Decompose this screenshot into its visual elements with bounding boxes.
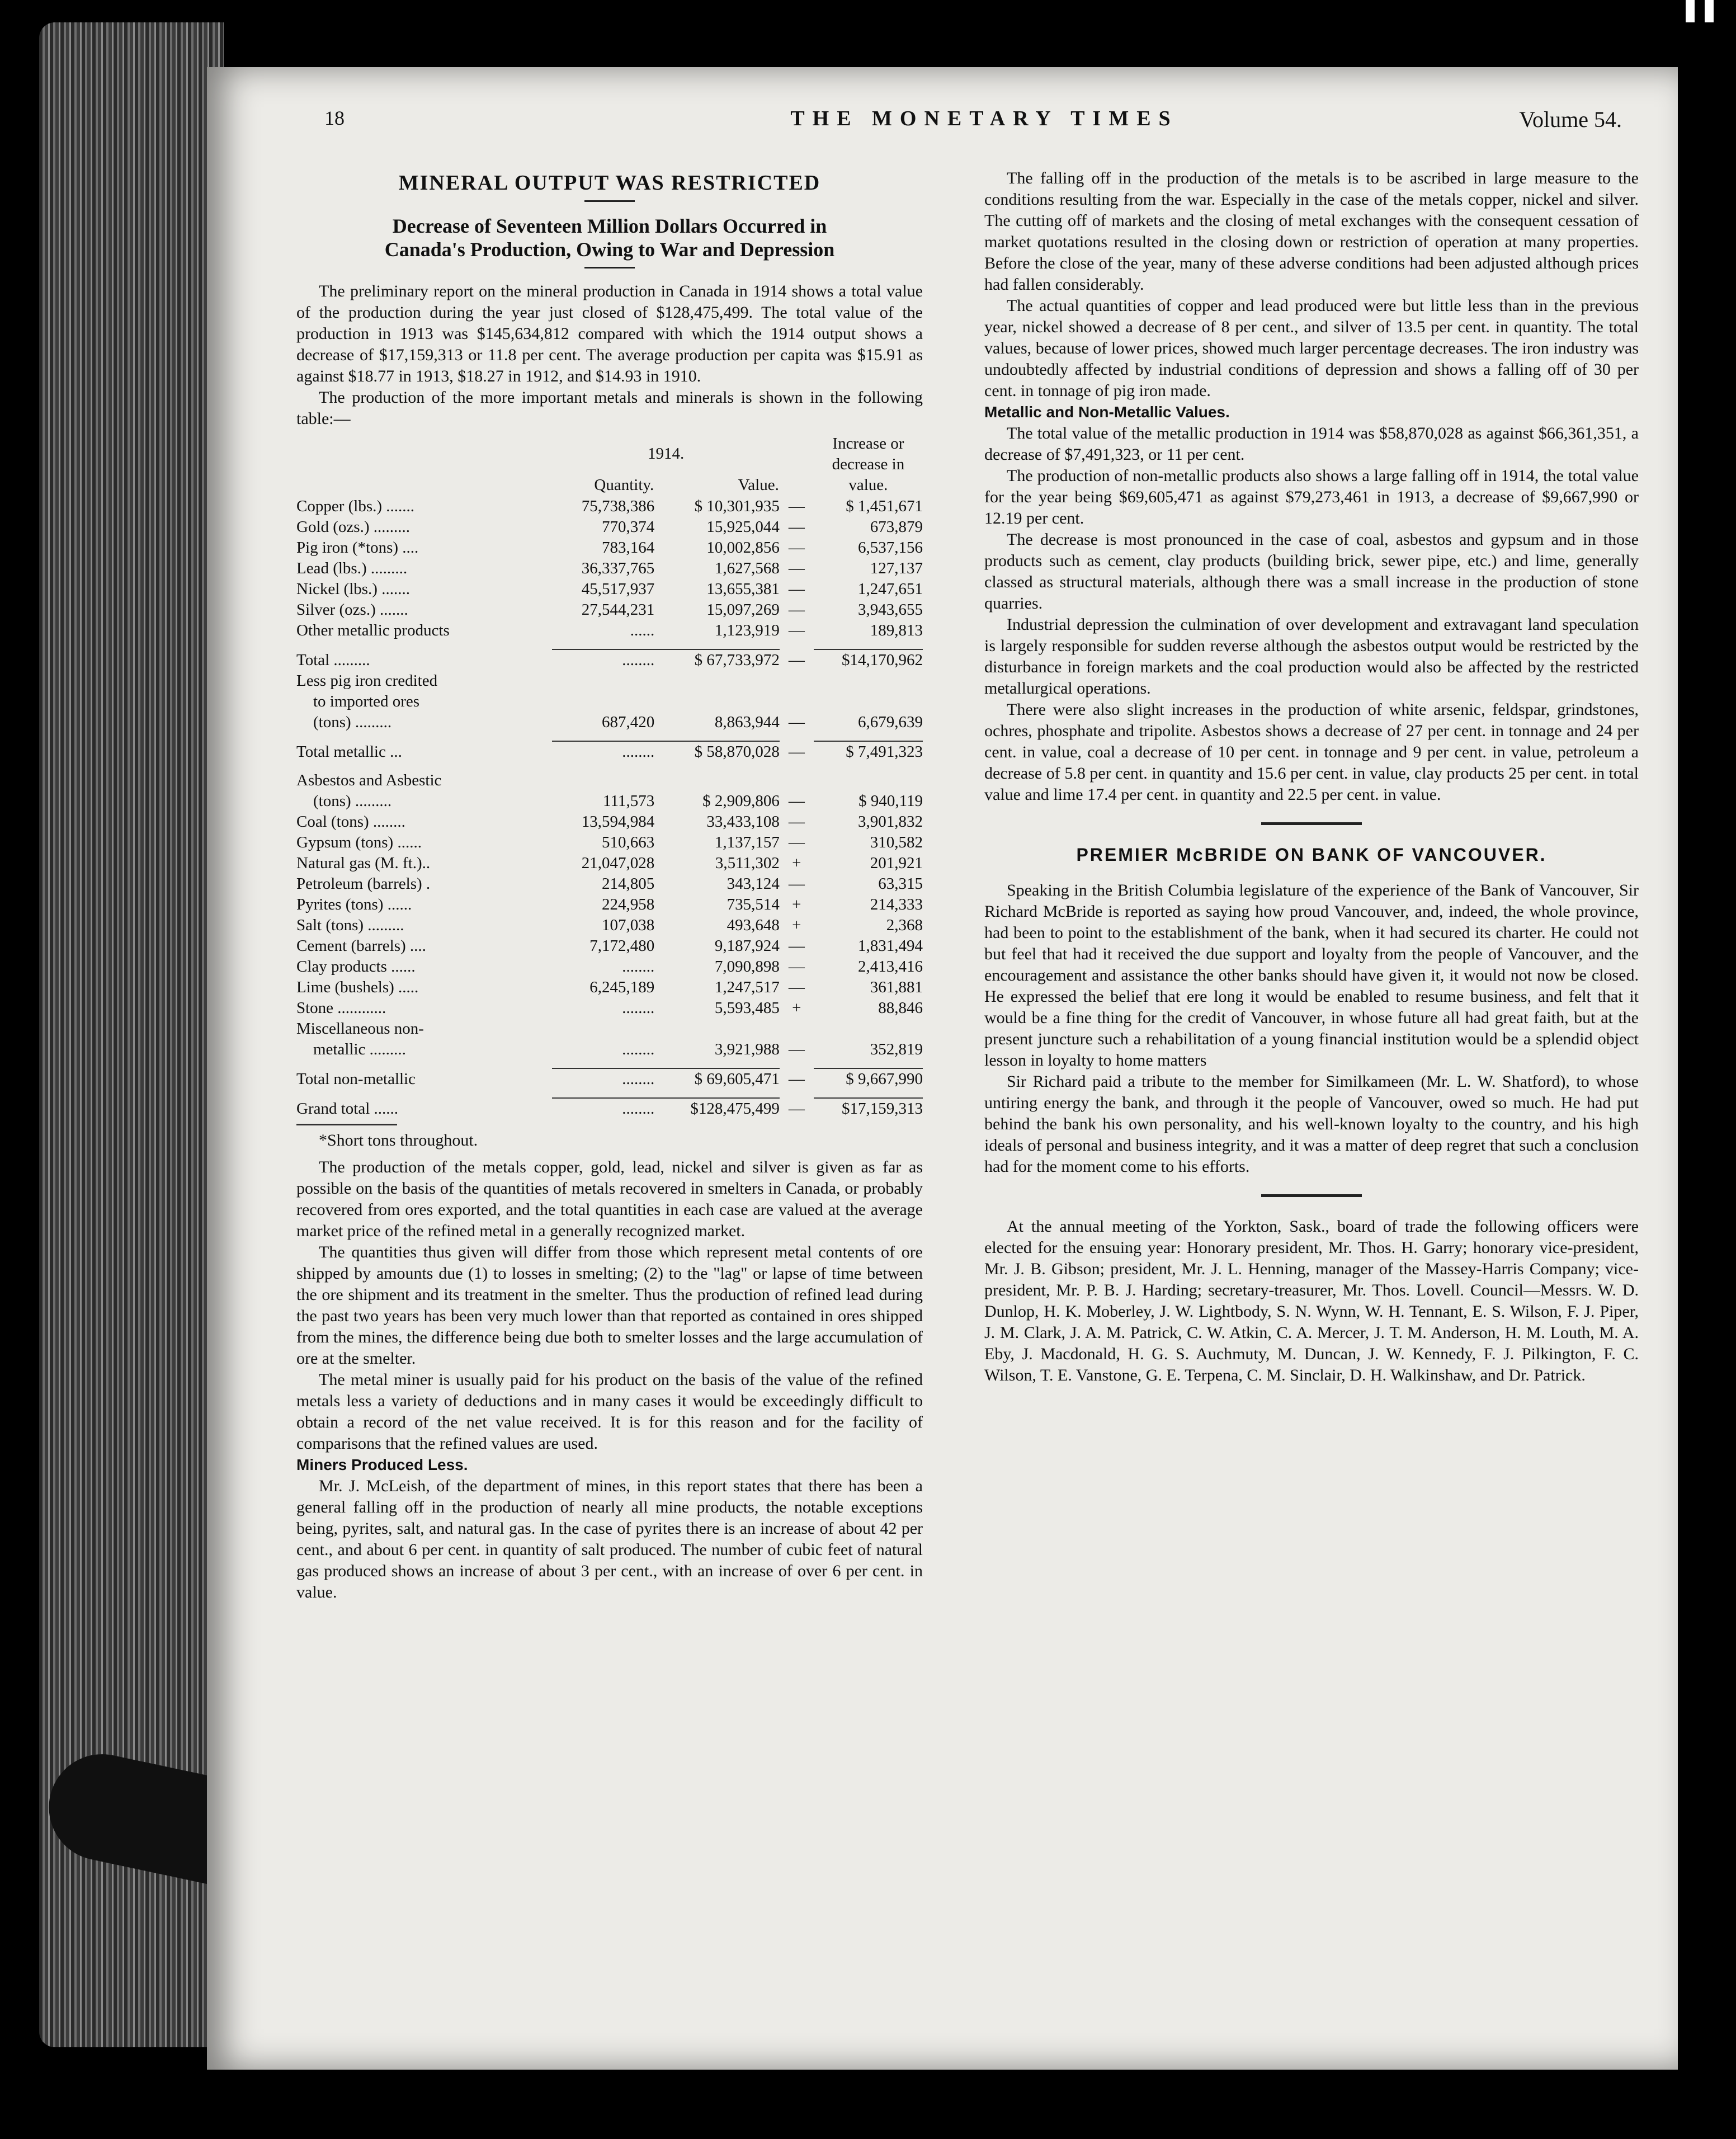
body-paragraph: The decrease is most pronounced in the case of coal, asbestos and gypsum and in those products such as cement, clay products (building brick, sewer pipe, etc.) and lime, generally classed as structural materials, although there was a small increase in the production of stone quarries.: [984, 530, 1639, 613]
row-change: 310,582: [870, 833, 923, 851]
row-change: 673,879: [870, 518, 923, 536]
header-quantity: Quantity.: [594, 476, 654, 494]
subtitle-rule: [584, 267, 635, 268]
table-row: [296, 558, 923, 579]
table-row: [296, 853, 923, 874]
body-paragraph: The production of the metals copper, gold, lead, nickel and silver is given as far as possible on the basis of the quantities of metals recovered in smelters in Canada, or probably recovered from ores exported, and the total quantities in each case are valued at the average market price of the refined metal in a generally recognized market.: [296, 1158, 923, 1240]
subtitle-line: Canada's Production, Owing to War and Depression: [384, 238, 835, 261]
row-value: 13,655,381: [706, 580, 780, 598]
row-change: 3,901,832: [858, 813, 923, 831]
row-quantity: 783,164: [602, 539, 655, 557]
row-name: Total .........: [296, 651, 370, 669]
row-quantity: 36,337,765: [581, 559, 655, 577]
row-quantity: ........: [622, 999, 655, 1017]
row-value: 1,137,157: [714, 833, 780, 851]
page-number: 18: [324, 107, 345, 129]
row-change: 6,537,156: [858, 539, 923, 557]
table-row-less-pig-iron: (tons) ......... 687,420 8,863,944 — 6,679,639: [313, 713, 923, 731]
left-column: [296, 168, 923, 1603]
row-value: 1,123,919: [714, 621, 780, 639]
table-row: [296, 600, 923, 620]
table-row-total-nonmetallic: Total non-metallic ........ $ 69,605,471 — $ 9,667,990: [296, 1068, 923, 1090]
row-sign: —: [788, 539, 805, 557]
row-quantity: 75,738,386: [581, 497, 655, 515]
row-name: Silver (ozs.) .......: [296, 601, 408, 619]
row-quantity: 45,517,937: [581, 580, 655, 598]
footnote-rule: [296, 1124, 397, 1125]
row-value: 3,511,302: [715, 854, 780, 872]
row-quantity: ........: [622, 958, 655, 976]
table-row: [296, 957, 923, 977]
body-paragraph: The falling off in the production of the metals is to be ascribed in large measure to the conditions resulting from the war. Especially in the case of the metals copper, nickel and silver. The cutting off of markets and the closing of metal exchanges with the consequent cessation of market quotations resulted in the closing down or restriction of operation at many properties. Before the close of the year, many of these adverse conditions had been adjusted although prices had fallen considerably.: [984, 169, 1639, 294]
table-row-less-pig-iron: to imported ores: [313, 692, 420, 710]
row-name: Coal (tons) ........: [296, 813, 405, 831]
row-change: 3,943,655: [858, 601, 923, 619]
body-paragraph: At the annual meeting of the Yorkton, Sask., board of trade the following officers were elected for the ensuing year: Honorary president, Mr. Thos. H. Garry; honorary vice-president, Mr. J. B. Gibson; president, Mr. J. L. Henning, manager of the Massey-Harris Company; vice-president, Mr. P. B. J. Harding; secretary-treasurer, Mr. Thos. Lovell. Council—Messrs. W. D. Dunlop, H. K. Moberley, J. W. Lightbody, S. N. Wynn, W. H. Tennant, E. S. Wilson, F. J. Piper, J. M. Clark, J. A. M. Patrick, C. W. Atkin, C. A. Mercer, J. T. M. Anderson, H. M. Louth, M. A. Eby, J. Macdonald, H. G. S. Auchmuty, M. Duncan, J. W. Kennedy, F. J. Pilkington, F. C. Wilson, T. E. Vanstone, G. E. Terpena, C. M. Sinclair, D. H. Walkinshaw, and Dr. Patrick.: [984, 1217, 1639, 1384]
article-separator: [1261, 1194, 1362, 1197]
row-quantity: 224,958: [602, 896, 655, 913]
body-paragraph: Mr. J. McLeish, of the department of mines, in this report states that there has been a general falling off in the production of nearly all mine products, the notable exceptions being, pyrites, salt, and natural gas. In the case of pyrites there is an increase of about 42 per cent., and about 6 per cent. in quantity of salt produced. The number of cubic feet of natural gas produced shows an increase of about 3 per cent., with an increase of over 6 per cent. in value.: [296, 1477, 923, 1601]
table-row: [296, 894, 923, 915]
header-year: 1914.: [647, 444, 685, 463]
table-row: [296, 538, 923, 558]
border-mark: [1705, 0, 1714, 22]
body-paragraph: The production of non-metallic products also shows a large falling off in 1914, the total value for the year being $69,605,471 as against $79,273,461 in 1913, a decrease of $9,667,990 or 12.19 per cent.: [984, 467, 1639, 527]
body-paragraph: Sir Richard paid a tribute to the member for Similkameen (Mr. L. W. Shatford), to whose untiring energy the bank, and through it the people of Vancouver, owed so much. He had put behind the bank his own personality, and his well-known loyalty to the country, and his high ideals of personal and business integrity, and it was a matter of deep regret that such a conclusion had for the moment come to his efforts.: [984, 1072, 1639, 1176]
row-change: 201,921: [870, 854, 923, 872]
table-row: [296, 874, 923, 894]
table-header-row: [296, 433, 923, 465]
table-row-less-pig-iron: Less pig iron credited: [296, 672, 438, 690]
row-quantity: 107,038: [602, 916, 655, 934]
publication-title: THE MONETARY TIMES: [790, 107, 1178, 130]
row-name: Petroleum (barrels) .: [296, 875, 431, 893]
row-name: Other metallic products: [296, 621, 450, 639]
row-change: 88,846: [878, 999, 923, 1017]
row-value: 343,124: [727, 875, 780, 893]
table-row: [296, 496, 923, 517]
row-name: Pig iron (*tons) ....: [296, 539, 419, 557]
scan-border: [1674, 0, 1736, 2139]
row-name: Gypsum (tons) ......: [296, 833, 422, 851]
section-subheading: Metallic and Non-Metallic Values.: [984, 403, 1230, 421]
body-paragraph: There were also slight increases in the production of white arsenic, feldspar, grindstones, ochres, phosphate and tripolite. Asbestos shows a decrease of 27 per cent. in tonnage and 24 per cent. in value, coal a decrease of 10 per cent. in tonnage and 9 per cent. in value, petroleum a decrease of 5.8 per cent. in quantity and 15.6 per cent. in value, clay products 25 per cent. in total value and lime 17.4 per cent. in quantity and 22.5 per cent. in value.: [984, 700, 1639, 804]
row-name: Nickel (lbs.) .......: [296, 580, 410, 598]
row-value: $ 67,733,972: [654, 649, 780, 671]
table-row-total: [296, 649, 923, 671]
row-sign: —: [788, 580, 805, 598]
row-quantity: 7,172,480: [589, 937, 655, 955]
body-paragraph: The quantities thus given will differ from those which represent metal contents of ore shipped by amounts due (1) to losses in smelting; (2) to the "lag" or lapse of time between the ore shipment and its treatment in the smelter. Thus the production of refined lead during the past two years has been very much lower than that reported as contained in ores shipped from the mines, the difference being due both to smelter losses and the large accumulation of ore at the smelter.: [296, 1243, 923, 1368]
row-change: 127,137: [870, 559, 923, 577]
row-quantity: 770,374: [602, 518, 655, 536]
table-row: [296, 812, 923, 832]
table-row-total-metallic: Total metallic ... ........ $ 58,870,028 — $ 7,491,323: [296, 741, 923, 762]
row-sign: —: [788, 937, 805, 955]
row-change: 63,315: [878, 875, 923, 893]
row-quantity: ........: [552, 649, 654, 671]
row-name: Lead (lbs.) .........: [296, 559, 408, 577]
article-subtitle: [296, 214, 923, 261]
row-sign: +: [792, 854, 801, 872]
table-row: [296, 977, 923, 998]
table-intro-paragraph: The production of the more important metals and minerals is shown in the following table:—: [296, 388, 923, 428]
table-row: [296, 915, 923, 936]
row-sign: —: [788, 621, 805, 639]
row-sign: —: [788, 978, 805, 996]
footnote: *Short tons throughout.: [319, 1131, 478, 1149]
subtitle-line: Decrease of Seventeen Million Dollars Occurred in: [392, 215, 827, 237]
row-sign: —: [788, 651, 805, 669]
section-subheading: Miners Produced Less.: [296, 1456, 468, 1473]
table-row: [296, 517, 923, 538]
row-change: 189,813: [870, 621, 923, 639]
mineral-production-table: [296, 433, 923, 1119]
row-quantity: 21,047,028: [581, 854, 655, 872]
table-row-asbestos: Asbestos and Asbestic: [296, 771, 442, 789]
row-name: Lime (bushels) .....: [296, 978, 419, 996]
volume-label: Volume 54.: [1519, 107, 1622, 132]
row-quantity: 6,245,189: [589, 978, 655, 996]
row-sign: +: [792, 999, 801, 1017]
header-value: Value.: [738, 476, 779, 494]
row-change: 2,368: [886, 916, 923, 934]
article-title: PREMIER McBRIDE ON BANK OF VANCOUVER.: [1076, 845, 1547, 865]
table-row: [296, 620, 923, 641]
table-row-grand-total: Grand total ...... ........ $128,475,499 — $17,159,313: [296, 1098, 923, 1119]
row-quantity: 27,544,231: [581, 601, 655, 619]
row-value: 7,090,898: [714, 958, 780, 976]
row-value: 9,187,924: [714, 937, 780, 955]
row-name: Gold (ozs.) .........: [296, 518, 410, 536]
row-change: $14,170,962: [814, 649, 923, 671]
row-value: $ 10,301,935: [694, 497, 780, 515]
row-name: Salt (tons) .........: [296, 916, 404, 934]
row-value: 5,593,485: [714, 999, 780, 1017]
row-value: 1,247,517: [714, 978, 780, 996]
body-paragraph: The actual quantities of copper and lead produced were but little less than in the previous year, nickel showed a decrease of 8 per cent., and silver of 13.5 per cent. in quantity. The total values, because of lower prices, showed much larger percentage decreases. The iron industry was undoubtedly affected by industrial conditions of depression and shows a falling off of 30 per cent. in tonnage of pig iron made.: [984, 296, 1639, 400]
border-mark: [1686, 0, 1695, 22]
body-paragraph: Speaking in the British Columbia legislature of the experience of the Bank of Vancouver, Sir Richard McBride is reported as saying how proud Vancouver, and, indeed, the whole province, had been to point to the establishment of the bank, when it had secured its charter. He could not but feel that had it received the due support and loyalty from the people of Vancouver, and the encouragement and assistance the other banks should have given it, it would not now be closed. He expressed the belief that ere long it would be enabled to resume business, and felt that it would be a fine thing for the credit of Vancouver, in whose future all had great faith, but at the present juncture such a rehabilitation of a young financial institution would be a splendid object lesson in loyalty to home matters: [984, 881, 1639, 1070]
row-sign: —: [788, 601, 805, 619]
row-sign: —: [788, 518, 805, 536]
row-name: Clay products ......: [296, 958, 416, 976]
title-rule: [584, 200, 635, 202]
row-name: Copper (lbs.) .......: [296, 497, 415, 515]
row-sign: —: [788, 497, 805, 515]
magazine-page: [207, 67, 1678, 2070]
row-name: Cement (barrels) ....: [296, 937, 426, 955]
row-name: Natural gas (M. ft.)..: [296, 854, 431, 872]
row-value: 1,627,568: [714, 559, 780, 577]
row-value: 10,002,856: [706, 539, 780, 557]
table-row-miscellaneous: Miscellaneous non-: [296, 1020, 424, 1038]
body-paragraph: The metal miner is usually paid for his product on the basis of the value of the refined metals less a variety of deductions and in many cases it would be exceedingly difficult to obtain a record of the net value received. It is for this reason and for the facility of comparisons that the refined values are used.: [296, 1370, 923, 1453]
row-value: 493,648: [727, 916, 780, 934]
row-sign: —: [788, 559, 805, 577]
row-name: Stone ............: [296, 999, 386, 1017]
body-paragraph: The total value of the metallic production in 1914 was $58,870,028 as against $66,361,351, a decrease of $7,491,323, or 11 per cent.: [984, 424, 1639, 464]
row-sign: —: [788, 833, 805, 851]
article-separator: [1261, 822, 1362, 825]
row-value: 15,925,044: [706, 518, 780, 536]
row-change: 1,247,651: [858, 580, 923, 598]
row-sign: +: [792, 916, 801, 934]
table-row: [296, 832, 923, 853]
right-column: [984, 168, 1639, 1386]
header-change: Increase or decrease in value.: [832, 435, 905, 494]
book-page-edges: [39, 22, 224, 2047]
row-change: 361,881: [870, 978, 923, 996]
row-value: 33,433,108: [706, 813, 780, 831]
intro-paragraph: The preliminary report on the mineral production in Canada in 1914 shows a total value of the production during the year just closed of $128,475,499. The total value of the production in 1913 was $145,634,812 compared with which the 1914 output shows a decrease of $17,159,313 or 11.8 per cent. The average production per capita was $15.91 as against $18.77 in 1913, $18.27 in 1912, and $14.93 in 1910.: [296, 282, 923, 385]
row-sign: —: [788, 813, 805, 831]
running-head: [324, 106, 1644, 140]
table-row: [296, 936, 923, 957]
row-value: 15,097,269: [706, 601, 780, 619]
body-paragraph: Industrial depression the culmination of over development and extravagant land speculation is largely responsible for sudden reverse although the asbestos output would be restricted by the disturbance in foreign markets and the coal production would also be affected by the restricted metallurgical operations.: [984, 615, 1639, 698]
row-name: Pyrites (tons) ......: [296, 896, 412, 913]
article-title: MINERAL OUTPUT WAS RESTRICTED: [398, 171, 821, 195]
table-row-asbestos: (tons) ......... 111,573 $ 2,909,806 — $ 940,119: [313, 792, 923, 810]
row-sign: +: [792, 896, 801, 913]
row-sign: —: [788, 958, 805, 976]
row-quantity: 510,663: [602, 833, 655, 851]
row-value: 735,514: [727, 896, 780, 913]
row-quantity: 214,805: [602, 875, 655, 893]
table-row-miscellaneous: metallic ......... ........ 3,921,988 — 352,819: [313, 1040, 923, 1058]
row-change: $ 1,451,671: [846, 497, 923, 515]
row-change: 2,413,416: [858, 958, 923, 976]
row-change: 214,333: [870, 896, 923, 913]
table-row: [296, 998, 923, 1019]
row-sign: —: [788, 875, 805, 893]
row-quantity: 13,594,984: [581, 813, 655, 831]
table-row: [296, 579, 923, 600]
row-quantity: ......: [630, 621, 655, 639]
row-change: 1,831,494: [858, 937, 923, 955]
